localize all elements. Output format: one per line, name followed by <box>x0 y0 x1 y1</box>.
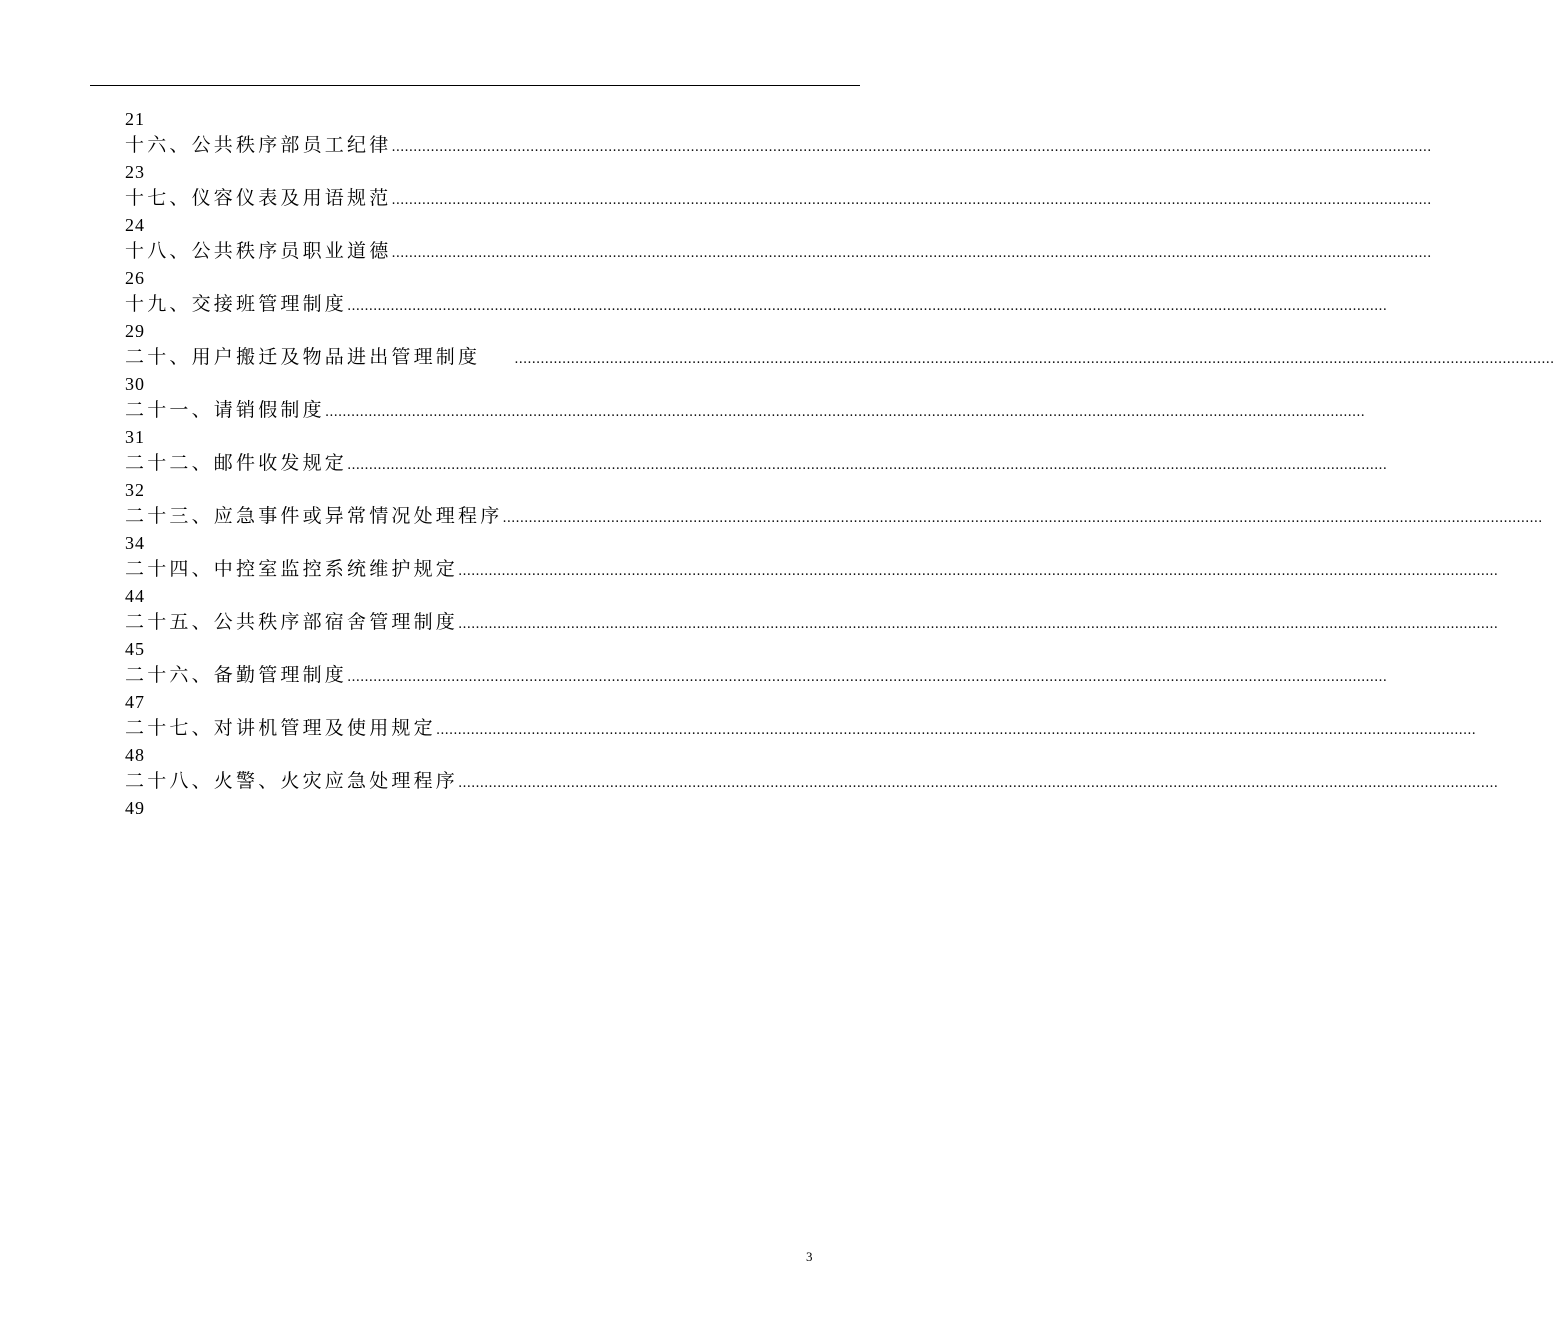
toc-page-number: 31 <box>125 427 145 447</box>
dot-leader: …………………………………………………………………………………………………………………………………………………………………………………………………………………… <box>347 670 1388 685</box>
table-of-contents <box>125 106 1554 821</box>
dot-leader: …………………………………………………………………………………………………………………………………………………………………………………………………………………… <box>324 405 1365 420</box>
toc-entry[interactable] <box>125 132 1432 159</box>
toc-entry-title: 十九、交接班管理制度 <box>125 293 348 315</box>
toc-entry[interactable] <box>125 450 1388 477</box>
toc-page-number: 45 <box>125 639 145 659</box>
toc-entry[interactable] <box>125 503 1543 530</box>
toc-page-number: 32 <box>125 480 145 500</box>
toc-entry[interactable] <box>125 768 1499 795</box>
toc-page-number: 44 <box>125 586 145 606</box>
toc-entry[interactable] <box>125 556 1499 583</box>
toc-entry-title: 二十、用户搬迁及物品进出管理制度 <box>125 346 481 368</box>
dot-leader: …………………………………………………………………………………………………………………………………………………………………………………………………………………… <box>458 776 1499 791</box>
toc-entry[interactable] <box>125 344 1554 371</box>
toc-page-number: 21 <box>125 109 145 129</box>
toc-page-number: 24 <box>125 215 145 235</box>
toc-page-number: 48 <box>125 745 145 765</box>
toc-entry-title: 二十七、对讲机管理及使用规定 <box>125 717 436 739</box>
toc-entry[interactable] <box>125 715 1476 742</box>
toc-entry-title: 二十六、备勤管理制度 <box>125 664 348 686</box>
toc-entry-title: 二十三、应急事件或异常情况处理程序 <box>125 505 503 527</box>
toc-entry[interactable] <box>125 609 1499 636</box>
toc-entry-title: 二十二、邮件收发规定 <box>125 452 348 474</box>
toc-entry-title: 十六、公共秩序部员工纪律 <box>125 134 392 156</box>
dot-leader: …………………………………………………………………………………………………………………………………………………………………………………………………………………… <box>391 193 1432 208</box>
toc-entry[interactable] <box>125 291 1388 318</box>
toc-entry[interactable] <box>125 397 1365 424</box>
dot-leader: …………………………………………………………………………………………………………………………………………………………………………………………………………………… <box>347 458 1388 473</box>
dot-leader: …………………………………………………………………………………………………………………………………………………………………………………………………………………… <box>347 299 1388 314</box>
toc-page-number: 47 <box>125 692 145 712</box>
toc-entry-title: 二十八、火警、火灾应急处理程序 <box>125 770 459 792</box>
dot-leader: …………………………………………………………………………………………………………………………………………………………………………………………………………………… <box>458 564 1499 579</box>
toc-entry[interactable] <box>125 238 1432 265</box>
toc-entry-title: 二十五、公共秩序部宿舍管理制度 <box>125 611 459 633</box>
toc-page-number: 49 <box>125 798 145 818</box>
dot-leader: …………………………………………………………………………………………………………………………………………………………………………………………………………………… <box>502 511 1543 526</box>
toc-entry-title: 二十四、中控室监控系统维护规定 <box>125 558 459 580</box>
page-number: 3 <box>806 1249 813 1264</box>
dot-leader: …………………………………………………………………………………………………………………………………………………………………………………………………………………… <box>435 723 1476 738</box>
dot-leader: …………………………………………………………………………………………………………………………………………………………………………………………………………………… <box>514 352 1554 367</box>
dot-leader: …………………………………………………………………………………………………………………………………………………………………………………………………………………… <box>458 617 1499 632</box>
toc-entry-title: 二十一、请销假制度 <box>125 399 325 421</box>
header-rule <box>90 85 860 86</box>
dot-leader: …………………………………………………………………………………………………………………………………………………………………………………………………………………… <box>391 246 1432 261</box>
toc-page-number: 23 <box>125 162 145 182</box>
toc-entry-title: 十七、仪容仪表及用语规范 <box>125 187 392 209</box>
toc-entry-title: 十八、公共秩序员职业道德 <box>125 240 392 262</box>
toc-page-number: 29 <box>125 321 145 341</box>
dot-leader: …………………………………………………………………………………………………………………………………………………………………………………………………………………… <box>391 140 1432 155</box>
toc-page-number: 26 <box>125 268 145 288</box>
toc-page-number: 34 <box>125 533 145 553</box>
toc-entry[interactable] <box>125 662 1388 689</box>
toc-entry[interactable] <box>125 185 1432 212</box>
toc-page-number: 30 <box>125 374 145 394</box>
